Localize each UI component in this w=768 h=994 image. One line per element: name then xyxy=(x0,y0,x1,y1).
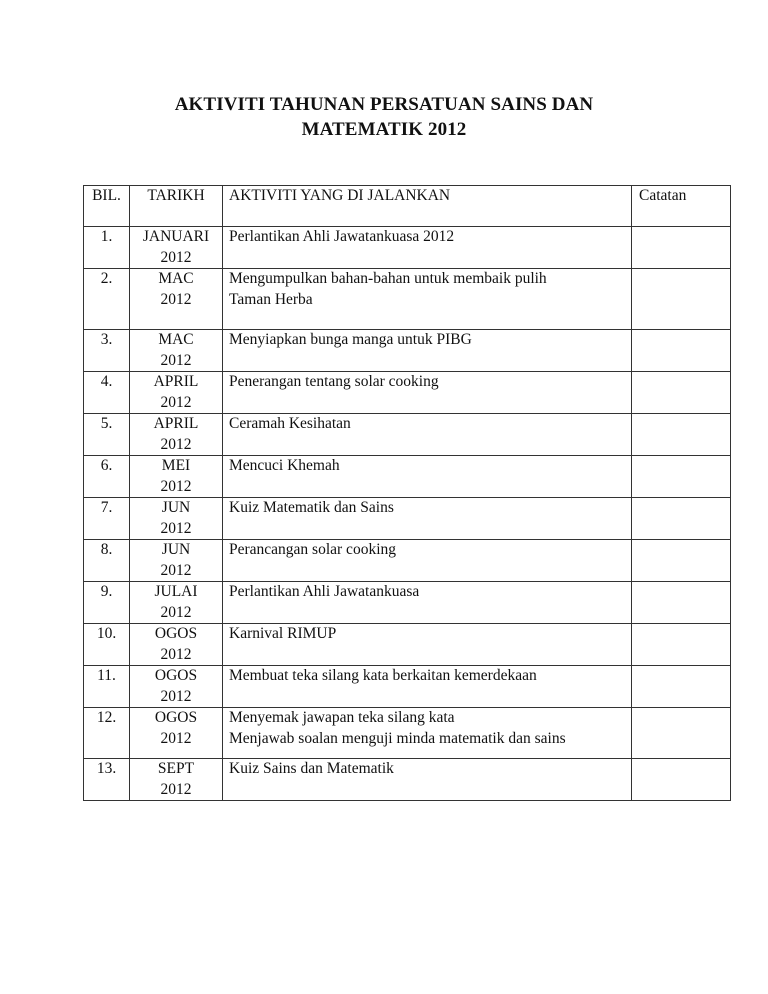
row-aktiviti xyxy=(223,666,632,708)
row-bil: 9. xyxy=(84,582,130,624)
row-catatan xyxy=(632,498,731,540)
row-catatan xyxy=(632,456,731,498)
row-catatan xyxy=(632,227,731,269)
row-tarikh xyxy=(130,227,223,269)
table-row xyxy=(84,759,731,801)
row-year: 2012 xyxy=(160,351,192,369)
row-tarikh xyxy=(130,708,223,759)
row-tarikh xyxy=(130,414,223,456)
row-aktiviti-line-1: Penerangan tentang solar cooking xyxy=(229,373,439,390)
row-tarikh xyxy=(130,624,223,666)
row-month: MAC xyxy=(158,331,194,348)
row-aktiviti xyxy=(223,227,632,269)
row-aktiviti xyxy=(223,708,632,759)
row-month: MEI xyxy=(161,457,191,474)
row-tarikh xyxy=(130,540,223,582)
table-row xyxy=(84,456,731,498)
row-month: JANUARI xyxy=(142,228,210,245)
table-header-row xyxy=(84,186,731,227)
row-aktiviti xyxy=(223,456,632,498)
row-catatan xyxy=(632,540,731,582)
row-month: MAC xyxy=(158,270,194,287)
row-year: 2012 xyxy=(160,780,192,798)
row-year: 2012 xyxy=(160,477,192,495)
row-aktiviti-line-1: Kuiz Matematik dan Sains xyxy=(229,499,394,516)
table-row xyxy=(84,269,731,330)
row-aktiviti-line-2: Menjawab soalan menguji minda matematik dan sains xyxy=(229,729,566,747)
document-title xyxy=(0,92,768,142)
row-aktiviti xyxy=(223,498,632,540)
row-aktiviti xyxy=(223,540,632,582)
row-catatan xyxy=(632,708,731,759)
table-row xyxy=(84,372,731,414)
row-aktiviti-line-1: Menyemak jawapan teka silang kata xyxy=(229,709,455,726)
row-year: 2012 xyxy=(160,561,192,579)
header-aktiviti: AKTIVITI YANG DI JALANKAN xyxy=(223,186,632,227)
row-month: JUN xyxy=(161,499,191,516)
row-catatan xyxy=(632,330,731,372)
row-year: 2012 xyxy=(160,290,192,308)
row-bil: 1. xyxy=(84,227,130,269)
row-aktiviti-line-1: Menyiapkan bunga manga untuk PIBG xyxy=(229,331,472,348)
table-row xyxy=(84,540,731,582)
row-year: 2012 xyxy=(160,393,192,411)
row-aktiviti-line-1: Karnival RIMUP xyxy=(229,625,337,642)
row-catatan xyxy=(632,666,731,708)
table-row xyxy=(84,227,731,269)
row-month: OGOS xyxy=(154,667,198,684)
row-aktiviti-line-1: Kuiz Sains dan Matematik xyxy=(229,760,394,777)
row-year: 2012 xyxy=(160,519,192,537)
table-row xyxy=(84,666,731,708)
row-aktiviti-line-1: Membuat teka silang kata berkaitan kemerdekaan xyxy=(229,667,537,684)
row-bil: 5. xyxy=(84,414,130,456)
row-bil: 6. xyxy=(84,456,130,498)
row-catatan xyxy=(632,372,731,414)
row-bil: 7. xyxy=(84,498,130,540)
title-line-1: AKTIVITI TAHUNAN PERSATUAN SAINS DAN xyxy=(174,94,594,115)
activity-table xyxy=(83,185,731,801)
row-tarikh xyxy=(130,269,223,330)
row-aktiviti xyxy=(223,330,632,372)
row-month: APRIL xyxy=(153,373,199,390)
row-year: 2012 xyxy=(160,435,192,453)
row-year: 2012 xyxy=(160,645,192,663)
row-aktiviti xyxy=(223,269,632,330)
row-aktiviti xyxy=(223,372,632,414)
row-aktiviti-line-1: Perlantikan Ahli Jawatankuasa xyxy=(229,583,420,600)
row-tarikh xyxy=(130,372,223,414)
row-aktiviti-line-1: Perancangan solar cooking xyxy=(229,541,396,558)
table-row xyxy=(84,330,731,372)
title-line-2: MATEMATIK 2012 xyxy=(301,119,467,140)
header-catatan: Catatan xyxy=(632,186,731,227)
table-row xyxy=(84,708,731,759)
row-aktiviti xyxy=(223,759,632,801)
row-bil: 4. xyxy=(84,372,130,414)
row-tarikh xyxy=(130,330,223,372)
row-bil: 12. xyxy=(84,708,130,759)
row-month: APRIL xyxy=(153,415,199,432)
row-tarikh xyxy=(130,456,223,498)
row-tarikh xyxy=(130,498,223,540)
row-aktiviti xyxy=(223,582,632,624)
row-bil: 3. xyxy=(84,330,130,372)
row-month: SEPT xyxy=(157,760,195,777)
row-catatan xyxy=(632,624,731,666)
row-aktiviti-line-1: Ceramah Kesihatan xyxy=(229,415,351,432)
row-bil: 8. xyxy=(84,540,130,582)
header-bil: BIL. xyxy=(84,186,130,227)
row-tarikh xyxy=(130,582,223,624)
row-bil: 2. xyxy=(84,269,130,330)
row-month: JUN xyxy=(161,541,191,558)
row-aktiviti-line-1: Mencuci Khemah xyxy=(229,457,340,474)
row-aktiviti xyxy=(223,624,632,666)
row-catatan xyxy=(632,582,731,624)
row-bil: 10. xyxy=(84,624,130,666)
row-year: 2012 xyxy=(160,603,192,621)
row-month: OGOS xyxy=(154,709,198,726)
row-catatan xyxy=(632,269,731,330)
header-tarikh: TARIKH xyxy=(130,186,223,227)
row-year: 2012 xyxy=(160,687,192,705)
row-month: OGOS xyxy=(154,625,198,642)
row-catatan xyxy=(632,759,731,801)
row-year: 2012 xyxy=(160,248,192,266)
row-aktiviti-line-1: Perlantikan Ahli Jawatankuasa 2012 xyxy=(229,228,455,245)
row-bil: 11. xyxy=(84,666,130,708)
row-month: JULAI xyxy=(154,583,198,600)
row-tarikh xyxy=(130,759,223,801)
table-row xyxy=(84,582,731,624)
row-year: 2012 xyxy=(160,729,192,747)
row-aktiviti-line-2: Taman Herba xyxy=(229,290,313,308)
row-aktiviti-line-1: Mengumpulkan bahan-bahan untuk membaik pulih xyxy=(229,270,547,287)
row-tarikh xyxy=(130,666,223,708)
table-row xyxy=(84,498,731,540)
row-catatan xyxy=(632,414,731,456)
table-row xyxy=(84,414,731,456)
row-bil: 13. xyxy=(84,759,130,801)
row-aktiviti xyxy=(223,414,632,456)
table-row xyxy=(84,624,731,666)
